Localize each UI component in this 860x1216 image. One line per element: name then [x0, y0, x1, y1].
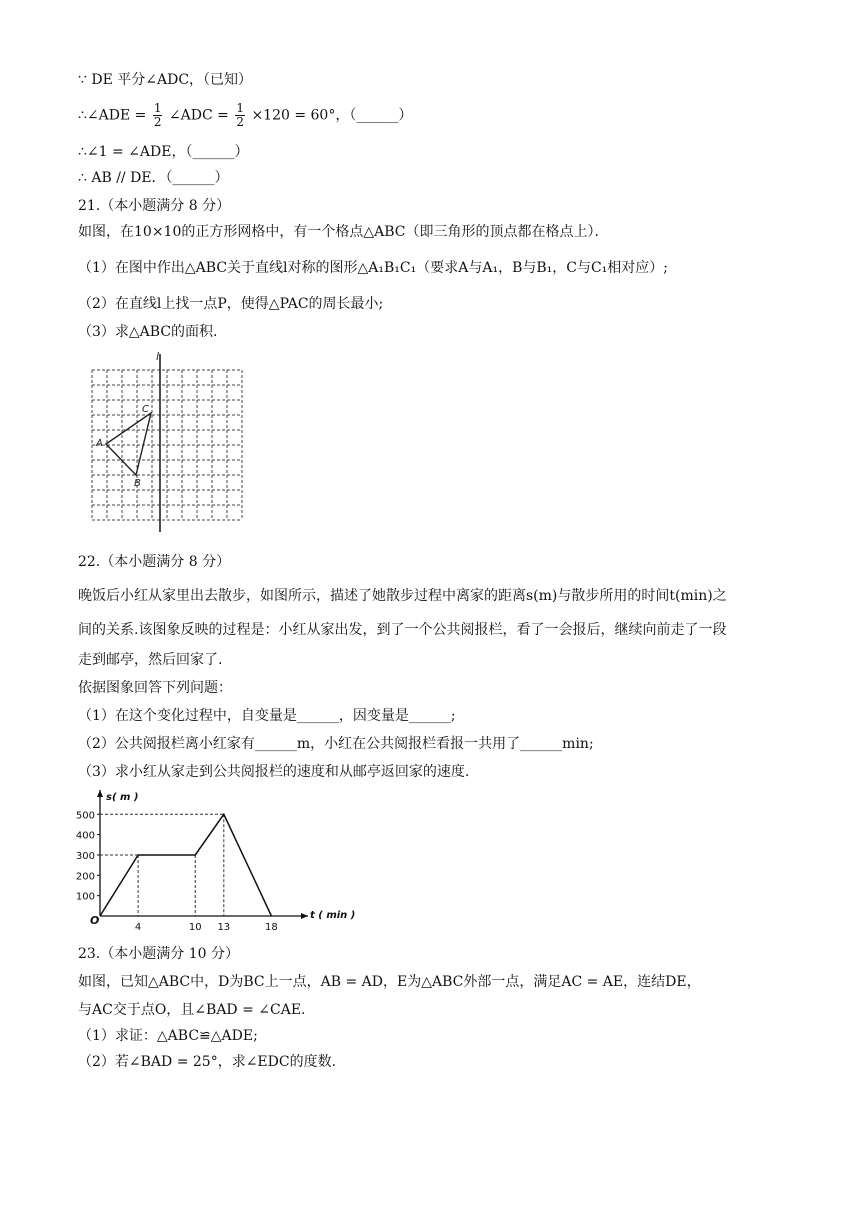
q21-header: 21.（本小题满分 8 分） — [78, 198, 231, 214]
x-tick-label: 4 — [134, 922, 142, 933]
label-b: B — [134, 478, 141, 489]
y-tick-label: 200 — [75, 871, 95, 883]
proof-line-3: ∴∠1 = ∠ADE，（______） — [78, 144, 249, 160]
proof-line-1: ∵ DE 平分∠ADC，（已知） — [78, 72, 253, 88]
q21-intro: 如图，在10×10的正方形网格中，有一个格点△ABC（即三角形的顶点都在格点上）． — [78, 224, 609, 240]
q23-intro-1: 如图，已知△ABC中，D为BC上一点，AB = AD，E为△ABC外部一点，满足AC = AE，连结DE， — [78, 974, 701, 990]
q22-part-3: （3）求小红从家走到公共阅报栏的速度和从邮亭返回家的速度. — [78, 764, 470, 780]
q22-part-1: （1）在这个变化过程中，自变量是______，因变量是______; — [78, 708, 456, 724]
q22-intro-2: 间的关系.该图象反映的过程是：小红从家出发，到了一个公共阅报栏，看了一会报后，继续向前走了一段 — [78, 622, 727, 638]
fraction-half-1: $\frac{1}{2}$ — [153, 101, 162, 129]
dashed-grid — [92, 370, 242, 520]
q22-intro-3: 走到邮亭，然后回家了. — [78, 652, 223, 668]
y-axis-arrow — [97, 790, 103, 797]
origin-label: O — [90, 914, 100, 927]
y-axis-label: s( m ) — [106, 792, 139, 803]
x-tick-label: 13 — [217, 922, 231, 933]
y-tick-label: 400 — [75, 830, 95, 842]
q22-header: 22.（本小题满分 8 分） — [78, 554, 231, 570]
q21-part-2: （2）在直线l上找一点P，使得△PAC的周长最小; — [78, 296, 384, 312]
proof-line-2-mid: ∠ADC = — [168, 107, 229, 124]
y-tick-label: 500 — [75, 810, 95, 822]
q21-part-1: （1）在图中作出△ABC关于直线l对称的图形△A₁B₁C₁（要求A与A₁，B与B₁，C与C₁相对应）; — [78, 260, 669, 276]
q22-intro-1: 晚饭后小红从家里出去散步，如图所示，描述了她散步过程中离家的距离s(m)与散步所用的时间t(min)之 — [78, 588, 727, 604]
label-l: l — [156, 350, 160, 363]
q23-part-1: （1）求证：△ABC≌△ADE; — [78, 1028, 258, 1044]
y-tick-label: 100 — [75, 891, 95, 903]
x-axis-label: t ( min ) — [310, 910, 356, 921]
triangle-abc — [106, 413, 151, 475]
q23-intro-2: 与AC交于点O，且∠BAD = ∠CAE. — [78, 1002, 306, 1018]
proof-line-2 — [78, 102, 412, 129]
x-axis-arrow — [301, 913, 308, 919]
q21-part-3: （3）求△ABC的面积. — [78, 324, 218, 340]
proof-line-2-pre: ∴∠ADE = — [78, 107, 147, 124]
q21-grid-figure — [84, 350, 246, 532]
q23-header: 23.（本小题满分 10 分） — [78, 946, 239, 962]
label-c: C — [142, 404, 149, 415]
x-tick-label: 18 — [265, 922, 278, 933]
label-a: A — [96, 438, 103, 449]
q23-part-2: （2）若∠BAD = 25°，求∠EDC的度数. — [78, 1054, 337, 1070]
x-tick-label: 10 — [188, 922, 202, 933]
proof-line-2-post: ×120 = 60°，（______） — [251, 107, 413, 124]
y-tick-label: 300 — [75, 850, 95, 862]
q22-prompt: 依据图象回答下列问题： — [78, 680, 232, 696]
q22-distance-time-chart — [75, 786, 356, 938]
proof-line-4: ∴ AB // DE．（______） — [78, 170, 229, 186]
q22-part-2: （2）公共阅报栏离小红家有______m，小红在公共阅报栏看报一共用了______min; — [78, 736, 594, 752]
series-line — [100, 814, 271, 916]
fraction-half-2: $\frac{1}{2}$ — [236, 101, 244, 129]
